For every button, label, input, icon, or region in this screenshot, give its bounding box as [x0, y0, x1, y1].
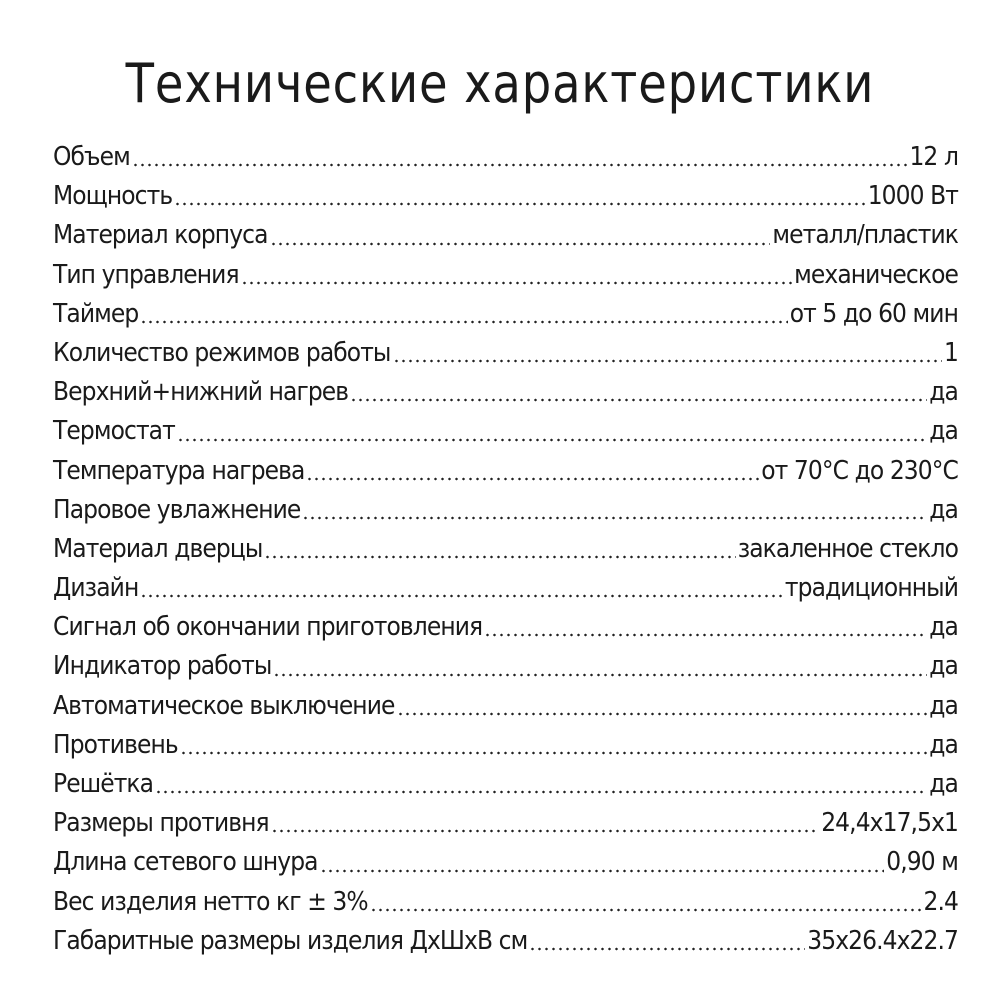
dot-leader: [155, 790, 927, 794]
spec-value: 2.4: [923, 886, 958, 917]
spec-row-control-type: [53, 256, 958, 295]
spec-value: 24,4х17,5х1: [821, 808, 958, 839]
spec-value: 1: [944, 337, 958, 368]
dot-leader: [177, 438, 927, 442]
dot-leader: [273, 673, 927, 677]
spec-label: Объем: [53, 142, 130, 172]
spec-value: закаленное стекло: [737, 533, 958, 564]
spec-row-design: [53, 569, 958, 608]
spec-row-net-weight: [53, 883, 958, 922]
spec-value: 1000 Вт: [867, 181, 958, 212]
spec-value: 12 л: [909, 142, 958, 172]
spec-row-cord-length: [53, 843, 958, 882]
spec-list: [53, 138, 958, 961]
spec-label: Вес изделия нетто кг ± 3%: [53, 886, 368, 917]
spec-row-thermostat: [53, 412, 958, 451]
spec-label: Верхний+нижний нагрев: [53, 377, 349, 408]
spec-row-volume: [53, 138, 958, 177]
spec-label: Размеры противня: [53, 808, 269, 839]
dot-leader: [306, 477, 759, 481]
spec-value: 35х26.4х22.7: [807, 925, 958, 956]
spec-label: Мощность: [53, 181, 173, 212]
spec-value: да: [929, 416, 958, 447]
dot-leader: [397, 712, 928, 716]
spec-value: механическое: [794, 259, 958, 290]
dot-leader: [320, 869, 885, 873]
dot-leader: [174, 202, 865, 206]
spec-label: Габаритные размеры изделия ДхШхВ см: [53, 925, 528, 956]
dot-leader: [350, 398, 927, 402]
dot-leader: [132, 163, 908, 167]
dot-leader: [241, 281, 793, 285]
spec-value: да: [929, 651, 958, 682]
spec-value: 0,90 м: [886, 847, 958, 878]
spec-label: Дизайн: [53, 573, 139, 604]
spec-row-end-signal: [53, 608, 958, 647]
spec-label: Автоматическое выключение: [53, 690, 395, 721]
spec-label: Термостат: [53, 416, 175, 447]
spec-value: да: [929, 612, 958, 643]
spec-label: Противень: [53, 729, 178, 760]
dot-leader: [264, 555, 735, 559]
spec-value: да: [929, 769, 958, 799]
spec-label: Таймер: [53, 298, 139, 329]
dot-leader: [484, 633, 927, 637]
spec-label: Материал дверцы: [53, 533, 263, 564]
spec-value: да: [929, 377, 958, 408]
dot-leader: [140, 594, 783, 598]
spec-label: Длина сетевого шнура: [53, 847, 318, 878]
dot-leader: [140, 320, 787, 324]
spec-row-body-material: [53, 216, 958, 255]
spec-row-indicator: [53, 647, 958, 686]
spec-row-steam: [53, 491, 958, 530]
spec-value: от 70°С до 230°С: [761, 455, 958, 486]
dot-leader: [393, 359, 943, 363]
page-title: Технические характеристики: [125, 52, 875, 115]
spec-row-tray-size: [53, 804, 958, 843]
spec-row-modes: [53, 334, 958, 373]
spec-label: Температура нагрева: [53, 455, 305, 486]
spec-label: Паровое увлажнение: [53, 494, 301, 525]
dot-leader: [302, 516, 927, 520]
spec-value: да: [929, 494, 958, 525]
spec-row-door-material: [53, 530, 958, 569]
spec-row-timer: [53, 295, 958, 334]
spec-label: Тип управления: [53, 259, 239, 290]
spec-label: Сигнал об окончании приготовления: [53, 612, 483, 643]
spec-value: да: [929, 690, 958, 721]
spec-value: да: [929, 729, 958, 760]
spec-value: традиционный: [784, 573, 958, 604]
dot-leader: [529, 947, 805, 951]
spec-label: Индикатор работы: [53, 651, 272, 682]
spec-row-power: [53, 177, 958, 216]
spec-value: металл/пластик: [772, 220, 958, 251]
spec-label: Решётка: [53, 769, 154, 799]
spec-row-dimensions: [53, 922, 958, 961]
spec-value: от 5 до 60 мин: [789, 298, 958, 329]
spec-row-grill: [53, 765, 958, 804]
spec-row-top-bottom-heating: [53, 373, 958, 412]
dot-leader: [370, 908, 922, 912]
spec-row-temperature: [53, 452, 958, 491]
spec-label: Материал корпуса: [53, 220, 268, 251]
dot-leader: [271, 829, 820, 833]
spec-row-auto-off: [53, 687, 958, 726]
dot-leader: [180, 751, 928, 755]
spec-row-baking-tray: [53, 726, 958, 765]
dot-leader: [270, 242, 771, 246]
spec-label: Количество режимов работы: [53, 337, 391, 368]
